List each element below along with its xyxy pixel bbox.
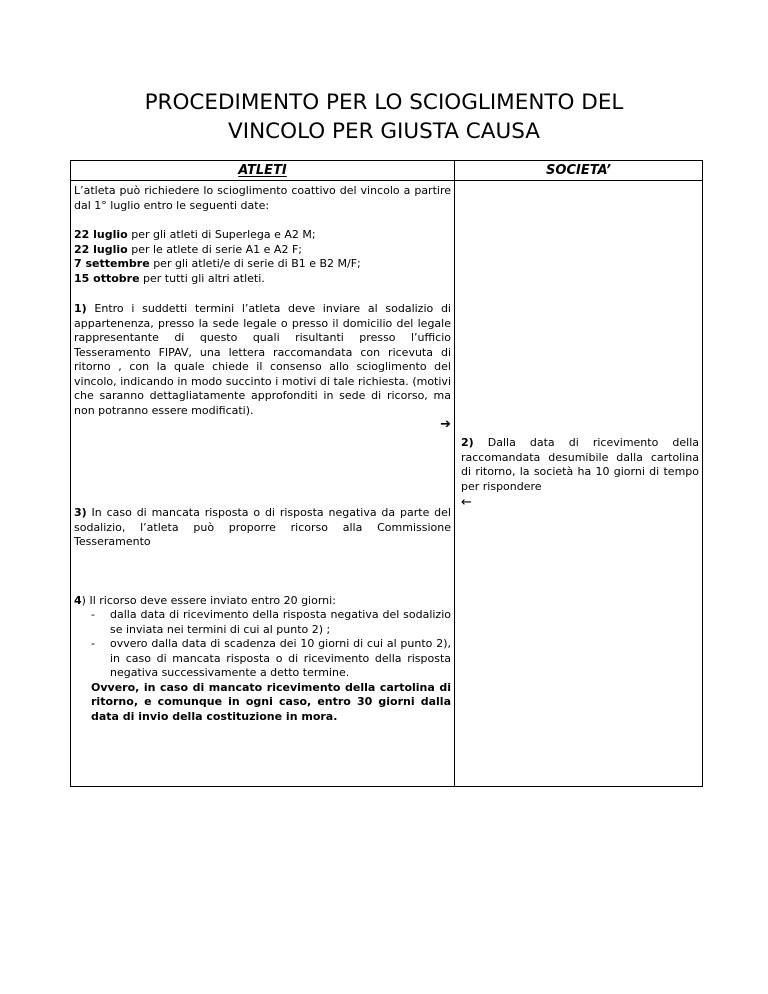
deadline-item: 7 settembre per gli atleti/e di serie di B1 e B2 M/F; — [74, 257, 361, 270]
step-4-text: 4) Il ricorso deve essere inviato entro 20 giorni: — [74, 593, 336, 607]
procedure-table — [70, 160, 703, 787]
step-2-text: 2) Dalla data di ricevimento della raccomandata desumibile dalla cartolina di ritorno, la società ha 10 giorni di tempo per rispondere — [461, 436, 699, 493]
header-societa: SOCIETA’ — [455, 161, 703, 181]
step-4-list — [74, 608, 451, 681]
arrow-left-icon: ← — [461, 495, 472, 510]
deadline-list — [74, 228, 451, 286]
list-item: - dalla data di ricevimento della risposta negativa del sodalizio se inviata nei termini di cui al punto 2) ; — [91, 608, 451, 636]
atleti-column — [71, 181, 455, 787]
deadline-item: 15 ottobre per tutti gli altri atleti. — [74, 271, 265, 285]
title-line-2: VINCOLO PER GIUSTA CAUSA — [228, 119, 540, 144]
page-title — [0, 88, 768, 146]
deadline-item: 22 luglio per le atlete di serie A1 e A2 F; — [74, 242, 302, 256]
step-1-text: 1) Entro i suddetti termini l’atleta deve inviare al sodalizio di appartenenza, presso la sede legale o presso il domicilio del legale rappresentante di questo quali risultanti presso l’ufficio Tesseramento FIPAV, una lettera raccomandata con ricevuta di ritorno , con la quale chiede il consenso allo scioglimento del vincolo, indicando in modo succinto i motivi di tale richiesta. (motivi che saranno dettagliatamente approfonditi in sede di ricorso, ma non potranno essere modificati). — [74, 302, 451, 417]
deadline-item: 22 luglio per gli atleti di Superlega e A2 M; — [74, 228, 316, 241]
arrow-right-icon: ➔ — [440, 417, 451, 432]
header-atleti: ATLETI — [71, 161, 455, 181]
step-3-text: 3) In caso di mancata risposta o di risposta negativa da parte del sodalizio, l’atleta può proporre ricorso alla Commissione Tesseramento — [74, 506, 451, 548]
step-4-bold-note: Ovvero, in caso di mancato ricevimento della cartolina di ritorno, e comunque in ogni caso, entro 30 giorni dalla data di invio della costituzione in mora. — [91, 680, 451, 723]
societa-column — [455, 181, 703, 787]
title-line-1: PROCEDIMENTO PER LO SCIOGLIMENTO DEL — [144, 90, 624, 115]
list-item: - ovvero dalla data di scadenza dei 10 giorni di cui al punto 2), in caso di mancata risposta o di ricevimento della risposta negativa successivamente a detto termine. — [91, 637, 451, 679]
intro-text: L’atleta può richiedere lo scioglimento coattivo del vincolo a partire dal 1° luglio entro le seguenti date: — [74, 184, 451, 212]
